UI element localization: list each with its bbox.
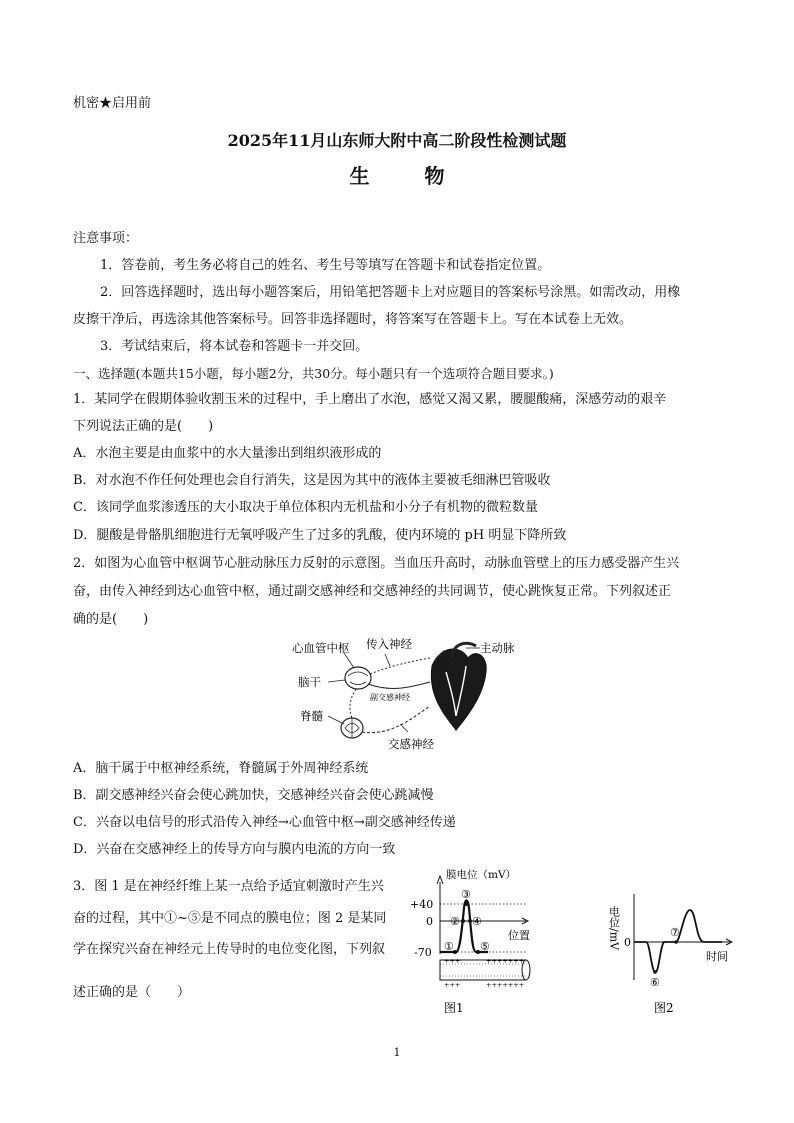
fig2-point-6 <box>653 970 657 974</box>
fig1-ylabel: 膜电位（mV） <box>446 869 517 881</box>
fig1-tick-plus40: +40 <box>410 898 434 911</box>
sympathetic-path <box>362 706 430 733</box>
receptor-dot <box>443 651 446 654</box>
parasympathetic-path <box>368 682 430 688</box>
label-cv-center: 心血管中枢 <box>292 641 350 655</box>
fig1-charges-bottom-right: +++++++ <box>486 981 525 989</box>
sympathetic-leader <box>400 724 408 732</box>
q2-option-b: B．副交感神经兴奋会使心跳加快，交感神经兴奋会使心跳减慢 <box>73 788 434 803</box>
label-parasympathetic: 副交感神经 <box>370 693 410 702</box>
label-brainstem: 脑干 <box>298 675 321 689</box>
receptor-dot <box>439 655 442 658</box>
fig2-zero: 0 <box>624 936 631 949</box>
center-leader <box>344 653 354 668</box>
notes-heading: 注意事项： <box>73 231 139 246</box>
q2-reflex-diagram <box>290 636 520 754</box>
q1-option-a: A．水泡主要是由血浆中的水大量渗出到组织液形成的 <box>73 446 382 461</box>
q2-option-c: C．兴奋以电信号的形式沿传入神经→心血管中枢→副交感神经传递 <box>73 815 456 830</box>
fig2-label-6: ⑥ <box>650 976 660 989</box>
q2-option-a: A．脑干属于中枢神经系统，脊髓属于外周神经系统 <box>73 761 369 776</box>
label-spinal-cord: 脊髓 <box>300 709 323 723</box>
fig1-label-2: ② <box>450 915 460 928</box>
notes-item-1: 1．答卷前，考生务必将自己的姓名、考生号等填写在答题卡和试卷指定位置。 <box>100 258 551 273</box>
q3-stem-line-1: 3．图 1 是在神经纤维上某一点给予适宜刺激时产生兴 <box>73 879 384 894</box>
q3-stem-line-2: 奋的过程，其中①~⑤是不同点的膜电位；图 2 是某同 <box>73 911 387 926</box>
label-afferent-nerve: 传入神经 <box>366 637 412 651</box>
fig1-label-3: ③ <box>461 888 471 901</box>
fig1-charges-top-left: +++ <box>444 957 461 965</box>
fig1-caption: 图1 <box>444 1001 464 1015</box>
label-aorta: 主动脉 <box>480 641 515 655</box>
subject-title: 生 物 <box>349 164 469 188</box>
q2-stem-line-1: 2．如图为心血管中枢调节心脏动脉压力反射的示意图。当血压升高时，动脉血管壁上的压力感受器产生兴 <box>73 556 680 571</box>
q2-stem-line-3: 确的是( ) <box>73 612 149 627</box>
receptor-dot <box>435 659 438 662</box>
page-number: 1 <box>393 1046 401 1059</box>
notes-item-2-line-1: 2．回答选择题时，选出每小题答案后，用铅笔把答题卡上对应题目的答案标号涂黑。如需改动，用橡 <box>100 285 681 300</box>
label-sympathetic: 交感神经 <box>388 737 434 751</box>
fig2-label-7: ⑦ <box>670 926 680 939</box>
fig1-tick-zero: 0 <box>426 915 433 928</box>
q3-stem-line-3: 学在探究兴奋在神经元上传导时的电位变化图，下列叙 <box>73 942 386 957</box>
fig1-charges-bottom-left: +++ <box>444 981 461 989</box>
fig2-point-7 <box>674 940 678 944</box>
cord-link-path <box>350 689 356 718</box>
q1-stem-line-1: 1．某同学在假期体验收割玉米的过程中，手上磨出了水泡，感觉又渴又累，腰腿酸痛，深感劳动的艰辛 <box>73 392 667 407</box>
spinal-leader <box>328 716 344 724</box>
section-1-heading: 一、选择题(本题共15小题，每小题2分，共30分。每小题只有一个选项符合题目要求。) <box>73 366 554 381</box>
heart-shape <box>431 649 486 730</box>
exam-title: 2025年11月山东师大附中高二阶段性检测试题 <box>227 131 567 150</box>
brainstem-leader <box>328 680 345 682</box>
brainstem-shape <box>345 667 371 689</box>
q1-option-d: D．腿酸是骨骼肌细胞进行无氧呼吸产生了过多的乳酸，使内环境的 pH 明显下降所致 <box>73 528 567 543</box>
confidential-mark: 机密★启用前 <box>73 96 152 111</box>
fig1-point-2 <box>461 919 465 923</box>
fig1-label-5: ⑤ <box>480 940 490 953</box>
fig1-xlabel: 位置 <box>508 929 530 942</box>
fig1-label-4: ④ <box>472 915 482 928</box>
q1-option-b: B．对水泡不作任何处理也会自行消失，这是因为其中的液体主要被毛细淋巴管吸收 <box>73 473 551 488</box>
notes-item-3: 3．考试结束后，将本试卷和答题卡一并交回。 <box>100 339 369 354</box>
afferent-nerve-path <box>370 658 430 674</box>
q2-stem-line-2: 奋，由传入神经到达心血管中枢，通过副交感神经和交感神经的共同调节，使心跳恢复正常。下列叙述正 <box>73 584 672 599</box>
q3-stem-line-4: 述正确的是（ ） <box>73 985 191 1000</box>
q3-figure-1 <box>408 868 558 1018</box>
fig1-charges-top-right: +++++++ <box>486 957 525 965</box>
fig1-tick-minus70: -70 <box>414 946 432 959</box>
fig2-caption: 图2 <box>654 1001 674 1015</box>
q1-option-c: C．该同学血浆渗透压的大小取决于单位体积内无机盐和小分子有机物的微粒数量 <box>73 500 538 515</box>
fig2-xlabel: 时间 <box>706 950 728 963</box>
fig2-ylabel: 电位/mV <box>607 906 621 951</box>
afferent-leader <box>385 654 390 666</box>
notes-item-2-line-2: 皮擦干净后，再选涂其他答案标号。回答非选择题时，将答案写在答题卡上。写在本试卷上无效。 <box>73 312 633 327</box>
q1-stem-line-2: 下列说法正确的是( ) <box>73 419 214 434</box>
q2-option-d: D．兴奋在交感神经上的传导方向与膜内电流的方向一致 <box>73 842 396 857</box>
q3-figure-2 <box>598 880 738 1020</box>
fig1-label-1: ① <box>444 940 454 953</box>
fig1-point-3 <box>465 902 469 906</box>
